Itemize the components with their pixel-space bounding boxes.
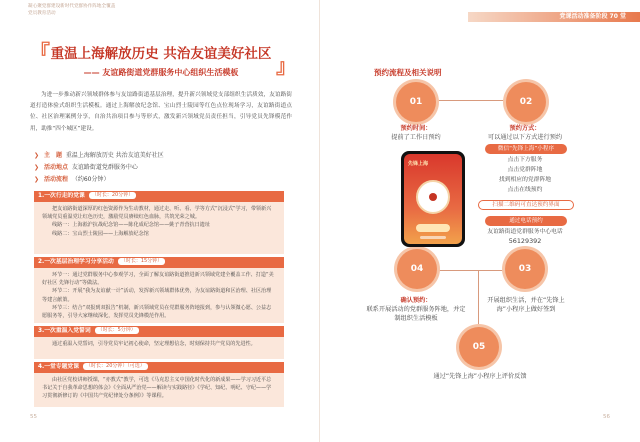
phone-booking-pill: 通过电话预约 (485, 216, 567, 226)
meta-value: 友谊路街道党群服务中心 (71, 164, 138, 171)
step-05-text (410, 372, 550, 381)
open-quote-icon: 『 (30, 40, 50, 64)
step-01-text (370, 124, 462, 142)
header-right-tab (468, 12, 640, 22)
phone-screen-title: 先锋上海 (408, 161, 429, 167)
arrow-right-icon: ❯ (34, 164, 40, 171)
party-emblem-icon (429, 193, 437, 201)
header-left-line1: 凝心聚党群建设新时代党群协作阵地全覆盖 (28, 4, 116, 9)
step-02-text (470, 124, 580, 142)
page-number-right: 56 (603, 414, 610, 420)
section-time: （时长：20分钟）（可选） (83, 363, 148, 369)
qr-code-icon (416, 180, 450, 214)
phone-caption-bar (420, 236, 446, 239)
section-3-body (34, 337, 284, 359)
step-label: 预约方式： (509, 125, 541, 132)
section-line: 环节三：结合“双报到双报告”机制，新兴领域党员在党群服务阵地报到，参与认领微心愿、公益志愿服务等，引导大家继续深化，发挥党员先锋模范作用。 (42, 304, 272, 320)
phone-booking-text: 友谊路街道党群服务中心电话 (487, 229, 563, 235)
qr-scan-pill: 扫描二维码可直达预约界面 (478, 200, 574, 210)
flow-step-01: 01 (396, 82, 436, 122)
meta-key: 主 题 (44, 152, 63, 159)
arrow-right-icon: ❯ (34, 176, 40, 183)
section-time: （时长：5分钟） (95, 327, 139, 333)
wechat-step: 点击在线预约 (507, 187, 543, 193)
phone-number: 56129392 (508, 237, 542, 245)
step-label: 确认预约： (400, 297, 432, 304)
phone-mockup (401, 151, 465, 247)
page-number-left: 55 (30, 414, 37, 420)
step-desc: 可以通过以下方式进行预约 (487, 134, 563, 141)
phone-button (416, 224, 450, 232)
meta-key: 活动流程 (44, 176, 69, 183)
meta-key: 活动地点 (44, 164, 69, 171)
section-time: （时长：20分钟） (89, 192, 136, 198)
meta-value: 重温上海解放历史 共治友谊美好社区 (65, 152, 164, 159)
meta-value: （约60分钟） (71, 176, 110, 183)
section-title: 2.一次基层治理学习分享活动 (38, 259, 114, 265)
header-right-label: 党课活动准备阶段 70 堂 (559, 13, 626, 20)
section-4-body (34, 373, 284, 407)
flow-step-02: 02 (506, 82, 546, 122)
section-1-body (34, 202, 284, 254)
section-line: 线路一：上海淞沪抗战纪念馆——陈化成纪念馆——姚子青营抗日遗址 (52, 222, 210, 229)
meta-theme (34, 152, 284, 160)
step-desc: 通过“先锋上海”小程序上评价反馈 (433, 373, 527, 380)
flow-step-03: 03 (505, 249, 545, 289)
step-03-text (480, 296, 572, 314)
intro-paragraph: 为进一步推动新兴领域群体参与友谊路街道基层治理，提升新兴领域党支部组织生活质效，友谊路街道打造体验式组织生活模板。通过上海解放纪念馆、宝山烈士陵园等红色点位现场学习，友谊路街道点位、社区治理案例分享，自治共治项目参与等形式，激发新兴领域党员责任担当，引导党员先锋模范作用，助推“四个城区”建设。 (30, 92, 292, 132)
section-3-header (34, 326, 284, 337)
meta-location (34, 164, 284, 172)
section-title: 4.一堂专题党课 (38, 364, 80, 370)
section-2-header (34, 257, 284, 268)
page-divider (319, 0, 320, 442)
section-line: 线路二：宝山烈士陵园——上海解放纪念馆 (52, 230, 149, 237)
arrow-right-icon: ❯ (34, 152, 40, 159)
step-04-text (366, 296, 466, 323)
wechat-step: 点击下方服务 (507, 157, 543, 163)
step-desc: 开展组织生活，并在“先锋上海”小程序上做好签到 (487, 297, 565, 313)
phone-screen (404, 154, 462, 244)
meta-flow (34, 176, 284, 184)
page-subtitle: —— 友谊路街道党群服务中心组织生活模板 (83, 68, 239, 77)
section-4-header (34, 362, 284, 373)
section-1-header (34, 191, 284, 202)
section-title: 1.一次行走的党课 (38, 193, 85, 199)
section-2-body (34, 268, 284, 323)
section-title: 3.一次重温入党誓词 (38, 328, 91, 334)
header-left (28, 4, 115, 17)
close-quote-icon: 』 (276, 54, 296, 78)
section-time: （时长：15分钟） (118, 258, 165, 264)
flow-step-05: 05 (459, 327, 499, 367)
page-title: 重温上海解放历史 共治友谊美好社区 (50, 46, 272, 62)
step-desc: 提前了工作日预约 (391, 134, 441, 141)
section-line: 把友谊路街道深厚的红色资源作为生动教材，通过走、听、看、学等方式“沉浸式”学习，带领新兴领域党员重温党让红色历史，激励党员赓续红色血脉，共筑光荣之城。 (42, 206, 272, 221)
step-label: 预约时间： (400, 125, 432, 132)
section-line: 环节二：开展“我为友谊献一计”活动，发挥新兴领域群体优势，为友谊路街道和区治理、社区治理等建言献策。 (42, 288, 272, 303)
wechat-step: 找到相应的党群阵地 (498, 177, 552, 183)
section-line: 由社区党校讲师授课，“亦教式”教学，可选《马克思主义中国化时代化的新成果——学习习近平总书记关于自我革命思想的体会》《全面从严治党——解读与实践路径》《学纪、知纪、明纪、守纪——学习贯彻新修订的《中国共产党纪律处分条例》》等课程。 (42, 377, 272, 400)
section-line: 通过重温入党誓词，引导党员牢记初心使命，坚定理想信念，时刻保持共产党员的先进性。 (52, 341, 256, 347)
step-desc: 联系开展活动的党群服务阵地，并定制组织生活模板 (366, 306, 466, 322)
wechat-miniprogram-pill: 微信“先锋上海”小程序 (485, 144, 567, 154)
section-line: 环节一：通过党群服务中心参观学习，全面了解友谊路街道推进新兴领域党建全覆盖工作、打造“美好社区 先锋行动”等做法。 (42, 272, 274, 287)
flow-title: 预约流程及相关说明 (374, 68, 442, 77)
header-left-line2: 党员教育活动 (28, 10, 56, 16)
flow-step-04: 04 (397, 249, 437, 289)
wechat-step: 点击党群阵地 (507, 167, 543, 173)
